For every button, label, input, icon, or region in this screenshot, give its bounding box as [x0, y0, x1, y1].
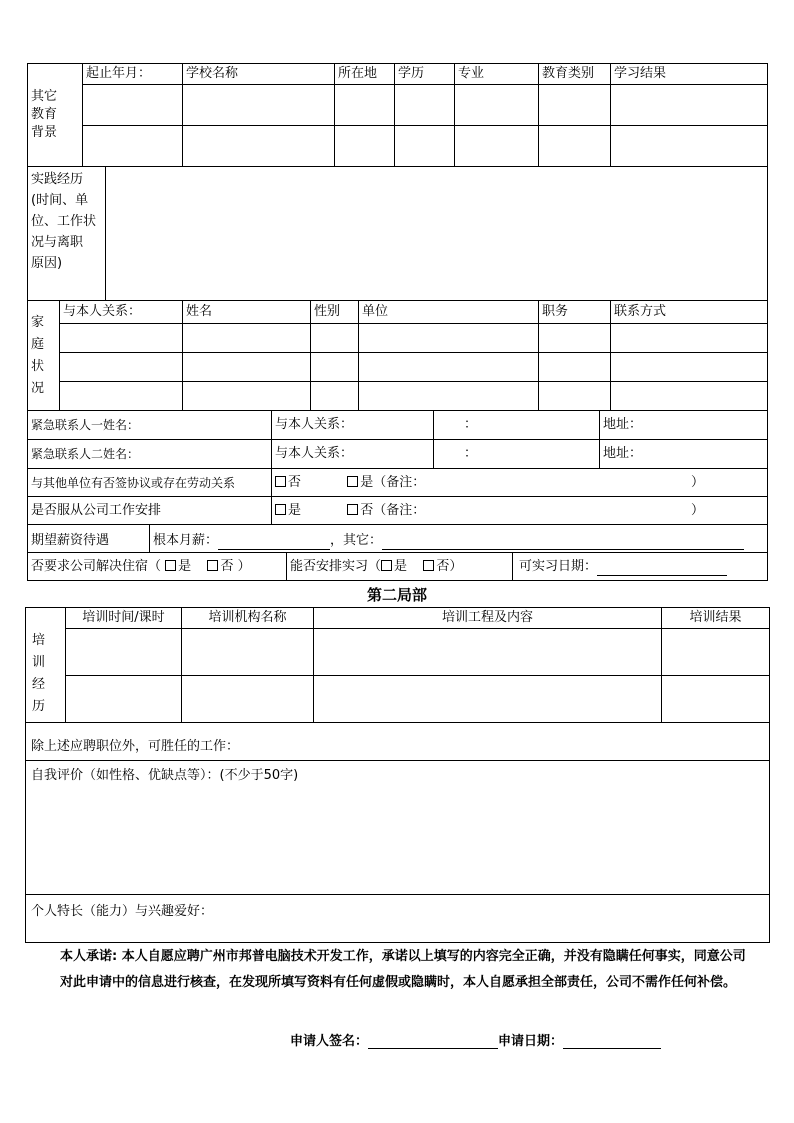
education-table: [27, 63, 768, 167]
self-table: [25, 722, 770, 943]
intern-date: 可实习日期：: [513, 553, 768, 581]
training-header-result: 培训结果: [662, 608, 770, 629]
labor-answer: 否 是（备注： ）: [272, 469, 768, 497]
part2-title: 第二局部: [366, 586, 427, 604]
family-cell[interactable]: [183, 353, 311, 382]
family-cell[interactable]: [611, 324, 768, 353]
family-cell[interactable]: [183, 382, 311, 411]
edu-cell[interactable]: [395, 126, 455, 167]
family-cell[interactable]: [311, 353, 359, 382]
labor-question: 与其他单位有否签协议或存在劳动关系: [28, 469, 272, 497]
edu-cell[interactable]: [455, 85, 539, 126]
emergency-contact1-label: 紧急联系人一姓名：: [28, 411, 272, 440]
edu-cell[interactable]: [539, 126, 611, 167]
training-cell[interactable]: [66, 676, 182, 723]
training-cell[interactable]: [314, 676, 662, 723]
family-cell[interactable]: [611, 353, 768, 382]
labor-no-checkbox[interactable]: [275, 476, 286, 487]
intern-no-checkbox[interactable]: [423, 560, 434, 571]
obey-yes-checkbox[interactable]: [275, 504, 286, 515]
practice-table: [27, 166, 768, 301]
intern-yes-checkbox[interactable]: [381, 560, 392, 571]
edu-cell[interactable]: [83, 126, 183, 167]
family-cell[interactable]: [60, 353, 183, 382]
edu-cell[interactable]: [83, 85, 183, 126]
edu-cell[interactable]: [183, 126, 335, 167]
edu-header-type: 教育类别: [539, 64, 611, 85]
family-cell[interactable]: [539, 353, 611, 382]
edu-header-period: 起止年月：: [83, 64, 183, 85]
family-label: 家 庭 状 况: [28, 301, 60, 411]
housing-question: 否要求公司解决住宿（ 是 否 ）: [28, 553, 287, 581]
edu-cell[interactable]: [395, 85, 455, 126]
family-header-employer: 单位: [359, 301, 539, 324]
training-cell[interactable]: [314, 629, 662, 676]
emergency-relation1-label: 与本人关系：: [272, 411, 434, 440]
training-cell[interactable]: [66, 629, 182, 676]
training-header-institution: 培训机构名称: [182, 608, 314, 629]
intern-question: 能否安排实习（ 是 否）: [287, 553, 513, 581]
signature-field[interactable]: [368, 1034, 498, 1049]
edu-header-degree: 学历: [395, 64, 455, 85]
emergency-contact2-label: 紧急联系人二姓名：: [28, 440, 272, 469]
other-salary-field[interactable]: [382, 535, 744, 550]
family-cell[interactable]: [359, 324, 539, 353]
edu-cell[interactable]: [335, 126, 395, 167]
self-evaluation-label[interactable]: 自我评价（如性格、优缺点等）：(不少于50字): [26, 761, 770, 895]
other-jobs-label[interactable]: 除上述应聘职位外，可胜任的工作：: [26, 723, 770, 761]
family-cell[interactable]: [539, 382, 611, 411]
family-cell[interactable]: [60, 324, 183, 353]
family-cell[interactable]: [311, 324, 359, 353]
family-header-name: 姓名: [183, 301, 311, 324]
housing-no-checkbox[interactable]: [207, 560, 218, 571]
salary-fields: 根本月薪： ，其它：: [150, 525, 768, 553]
family-cell[interactable]: [359, 382, 539, 411]
training-header-content: 培训工程及内容: [314, 608, 662, 629]
family-header-gender: 性别: [311, 301, 359, 324]
training-label: 培 训 经 历: [26, 608, 66, 723]
family-table: [27, 300, 768, 411]
emergency-phone2-colon: ：: [434, 440, 600, 469]
family-header-relation: 与本人关系：: [60, 301, 183, 324]
housing-yes-checkbox[interactable]: [165, 560, 176, 571]
hobbies-label[interactable]: 个人特长（能力）与兴趣爱好：: [26, 895, 770, 943]
family-cell[interactable]: [611, 382, 768, 411]
family-cell[interactable]: [183, 324, 311, 353]
training-cell[interactable]: [662, 676, 770, 723]
salary-label: 期望薪资待遇: [28, 525, 150, 553]
edu-cell[interactable]: [611, 85, 768, 126]
edu-cell[interactable]: [335, 85, 395, 126]
practice-label: 实践经历 (时间、单 位、工作状 况与离职 原因): [28, 167, 106, 301]
training-cell[interactable]: [182, 676, 314, 723]
signature-line: 申请人签名： 申请日期：: [290, 1030, 661, 1049]
education-label: 其它 教育 背景: [28, 64, 83, 167]
obey-question: 是否服从公司工作安排: [28, 497, 272, 525]
emergency-table: [27, 410, 768, 525]
emergency-phone1-colon: ：: [434, 411, 600, 440]
edu-cell[interactable]: [455, 126, 539, 167]
practice-content[interactable]: [106, 167, 768, 301]
edu-cell[interactable]: [611, 126, 768, 167]
date-field[interactable]: [563, 1034, 661, 1049]
edu-cell[interactable]: [183, 85, 335, 126]
family-header-position: 职务: [539, 301, 611, 324]
obey-answer: 是 否（备注： ）: [272, 497, 768, 525]
obey-no-checkbox[interactable]: [347, 504, 358, 515]
labor-yes-checkbox[interactable]: [347, 476, 358, 487]
edu-header-location: 所在地: [335, 64, 395, 85]
edu-cell[interactable]: [539, 85, 611, 126]
edu-header-result: 学习结果: [611, 64, 768, 85]
edu-header-school: 学校名称: [183, 64, 335, 85]
training-cell[interactable]: [662, 629, 770, 676]
housing-table: [27, 552, 768, 581]
emergency-address2-label: 地址：: [600, 440, 768, 469]
training-cell[interactable]: [182, 629, 314, 676]
training-table: [25, 607, 770, 723]
pledge-text: 本人承诺: 本人自愿应聘广州市邦普电脑技术开发工作，承诺以上填写的内容完全正确，并没有隐瞒任何事实，同意公司对此申请中的信息进行核查，在发现所填写资料有任何虚假或隐瞒时，本人自愿承担全部责任，公司不需作任何补偿。: [60, 949, 746, 990]
family-header-contact: 联系方式: [611, 301, 768, 324]
family-cell[interactable]: [539, 324, 611, 353]
family-cell[interactable]: [311, 382, 359, 411]
family-cell[interactable]: [359, 353, 539, 382]
family-cell[interactable]: [60, 382, 183, 411]
emergency-relation2-label: 与本人关系：: [272, 440, 434, 469]
base-salary-field[interactable]: [218, 535, 330, 550]
salary-table: [27, 524, 768, 553]
edu-header-major: 专业: [455, 64, 539, 85]
intern-date-field[interactable]: [597, 561, 727, 576]
emergency-address1-label: 地址：: [600, 411, 768, 440]
training-header-time: 培训时间/课时: [66, 608, 182, 629]
